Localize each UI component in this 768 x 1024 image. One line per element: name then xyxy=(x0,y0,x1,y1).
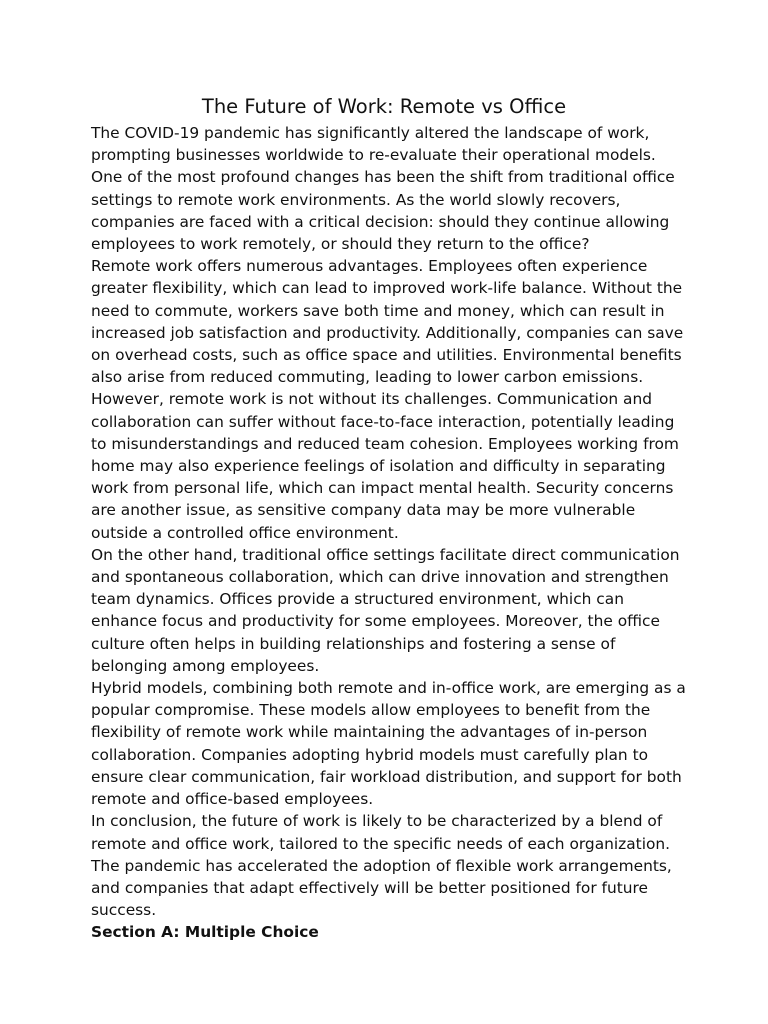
paragraph-conclusion: In conclusion, the future of work is likely to be characterized by a blend of remote and office work, tailored to the specific needs of each organization. The pandemic has accelerated the adoption of flexible work arrangements, and companies that adapt effectively will be better positioned for future success. xyxy=(91,812,672,920)
document-body xyxy=(91,122,691,944)
paragraph-remote-challenges: However, remote work is not without its challenges. Communication and collaboration can suffer without face-to-face interaction, potentially leading to misunderstandings and reduced team cohesion. Employees working from home may also experience feelings of isolation and difficulty in separating work from personal life, which can impact mental health. Security concerns are another issue, as sensitive company data may be more vulnerable outside a controlled office environment. xyxy=(91,390,679,542)
document-title: The Future of Work: Remote vs Office xyxy=(201,95,567,118)
paragraph-office-benefits: On the other hand, traditional office settings facilitate direct communication and spontaneous collaboration, which can drive innovation and strengthen team dynamics. Offices provide a structured environment, which can enhance focus and productivity for some employees. Moreover, the office culture often helps in building relationships and fostering a sense of belonging among employees. xyxy=(91,545,680,675)
paragraph-remote-advantages: Remote work offers numerous advantages. Employees often experience greater flexibility, which can lead to improved work-life balance. Without the need to commute, workers save both time and money, which can result in increased job satisfaction and productivity. Additionally, companies can save on overhead costs, such as office space and utilities. Environmental benefits also arise from reduced commuting, leading to lower carbon emissions. xyxy=(91,257,684,387)
section-heading: Section A: Multiple Choice xyxy=(91,923,319,942)
paragraph-intro: The COVID-19 pandemic has significantly altered the landscape of work, prompting businesses worldwide to re-evaluate their operational models. One of the most profound changes has been the shift from traditional office settings to remote work environments. As the world slowly recovers, companies are faced with a critical decision: should they continue allowing employees to work remotely, or should they return to the office? xyxy=(91,124,675,254)
paragraph-hybrid-models: Hybrid models, combining both remote and in-office work, are emerging as a popular compromise. These models allow employees to benefit from the flexibility of remote work while maintaining the advantages of in-person collaboration. Companies adopting hybrid models must carefully plan to ensure clear communication, fair workload distribution, and support for both remote and office-based employees. xyxy=(91,679,686,809)
